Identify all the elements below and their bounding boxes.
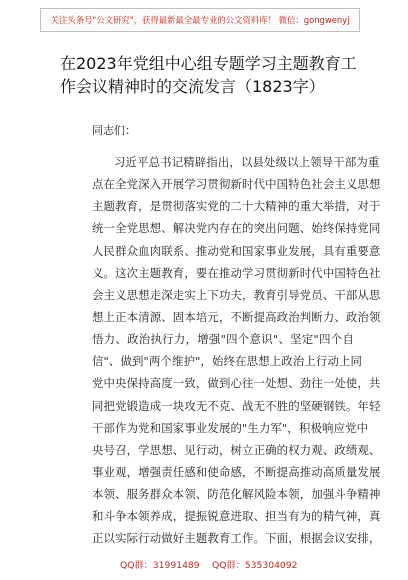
qq-group-label-2: QQ群：535304092 <box>212 560 298 571</box>
body-line: 想上正本清源、固本培元，不断提高政治判断力、政治领 <box>92 309 381 324</box>
body-line: 悟力、政治执行力，增强"四个意识"、坚定"四个自 <box>92 332 354 347</box>
body-line: 央号召，学思想、见行动，树立正确的权力观、政绩观、 <box>92 442 381 457</box>
body-line: 点在全党深入开展学习贯彻新时代中国特色社会主义思想 <box>92 177 381 192</box>
banner-text: 关注头条号"公文研究"，获得最新最全最专业的公文资料库！ 微信：gongwenyj <box>50 15 350 25</box>
body-line: 义。这次主题教育，要在推动学习贯彻新时代中国特色社 <box>92 265 381 280</box>
body-line: 和斗争本领养成，提振锐意进取、担当有为的精气神，真 <box>92 509 381 524</box>
body-line: 人民群众血肉联系、推动党和国家事业发展，具有重要意 <box>92 243 381 258</box>
body-line: 同把党锻造成一块攻无不克、战无不胜的坚硬钢铁。年轻 <box>92 398 381 413</box>
body-line: 会主义思想走深走实上下功夫，教育引导党员、干部从思 <box>92 287 381 302</box>
body-line: 统一全党思想、解决党内存在的突出问题、始终保持党同 <box>92 221 381 236</box>
body-line: 正以实际行动做好主题教育工作。下面，根据会议安排， <box>92 531 381 546</box>
body-line: 党中央保持高度一致，做到心往一处想、劲往一处使，共 <box>92 376 381 391</box>
body-line: 信"、做到"两个维护"，始终在思想上政治上行动上同 <box>92 354 363 369</box>
header-banner <box>40 8 360 32</box>
body-line: 事业观，增强责任感和使命感，不断提高推动高质量发展 <box>92 464 381 479</box>
body-line: 本领、服务群众本领、防范化解风险本领，加强斗争精神 <box>92 487 381 502</box>
qq-group-label: QQ群：31991489 <box>120 560 200 571</box>
footer-contact <box>120 557 320 571</box>
title-line: 在2023年党组中心组专题学习主题教育工 <box>60 54 357 73</box>
title-line: 作会议精神时的交流发言（1823字） <box>60 77 325 96</box>
greeting: 同志们： <box>92 124 136 137</box>
body-line: 干部作为党和国家事业发展的"生力军"，积极响应党中 <box>92 420 369 435</box>
document-title <box>60 52 380 98</box>
body-line: 主题教育，是贯彻落实党的二十大精神的重大举措，对于 <box>92 199 381 214</box>
body-line: 习近平总书记精辟指出，以县处级以上领导干部为重 <box>114 155 380 169</box>
body-paragraph <box>92 151 381 550</box>
